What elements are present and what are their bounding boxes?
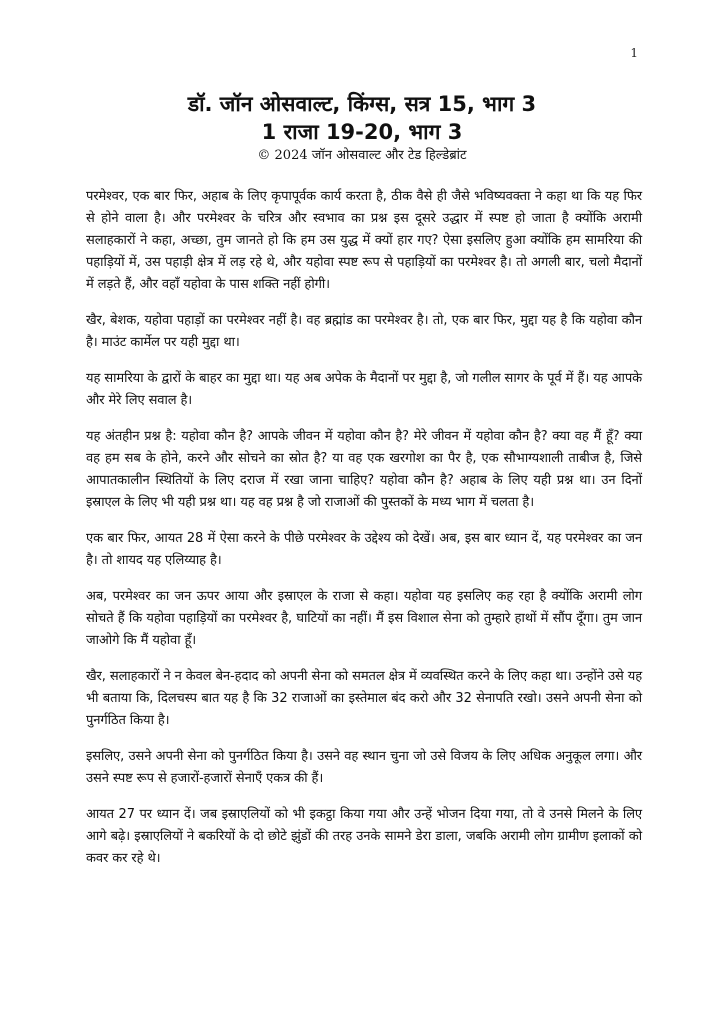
paragraph-6: अब, परमेश्वर का जन ऊपर आया और इस्राएल के राजा से कहा। यहोवा यह इसलिए कह रहा है क्योंकि अरामी लोग सोचते हैं कि यहोवा पहाड़ियों का परमेश्वर है, घाटियों का नहीं। मैं इस विशाल सेना को तुम्हारे हाथों में सौंप दूँगा। तुम जान जाओगे कि मैं यहोवा हूँ।	[86, 589, 642, 648]
paragraph-2: खैर, बेशक, यहोवा पहाड़ों का परमेश्वर नहीं है। वह ब्रह्मांड का परमेश्वर है। तो, एक बार फिर, मुद्दा यह है कि यहोवा कौन है। माउंट कार्मेल पर यही मुद्दा था।	[86, 313, 642, 350]
document-header	[0, 90, 724, 166]
paragraph-5: एक बार फिर, आयत 28 में ऐसा करने के पीछे परमेश्वर के उद्देश्य को देखें। अब, इस बार ध्यान दें, यह परमेश्वर का जन है। तो शायद यह एलिय्याह है।	[86, 531, 642, 568]
paragraph-7: खैर, सलाहकारों ने न केवल बेन-हदाद को अपनी सेना को समतल क्षेत्र में व्यवस्थित करने के लिए कहा था। उन्होंने उसे यह भी बताया कि, दिलचस्प बात यह है कि 32 राजाओं का इस्तेमाल बंद करो और 32 सेनापति रखो। उसने अपनी सेना को पुनर्गठित किया है।	[86, 669, 642, 728]
copyright-line: © 2024 जॉन ओसवाल्ट और टेड हिल्डेब्रांट	[257, 148, 467, 163]
paragraph-8: इसलिए, उसने अपनी सेना को पुनर्गठित किया है। उसने वह स्थान चुना जो उसे विजय के लिए अधिक अनुकूल लगा। और उसने स्पष्ट रूप से हजारों-हजारों सेनाएँ एकत्र की हैं।	[86, 749, 642, 786]
paragraph-4: यह अंतहीन प्रश्न है: यहोवा कौन है? आपके जीवन में यहोवा कौन है? मेरे जीवन में यहोवा कौन है? क्या वह मैं हूँ? क्या वह हम सब के होने, करने और सोचने का स्रोत है? या वह एक खरगोश का पैर है, एक सौभाग्यशाली ताबीज है, जिसे आपातकालीन स्थितियों के लिए दराज में रखा जाना चाहिए? यहोवा कौन है? अहाब के लिए यही प्रश्न था। उन दिनों इस्राएल के लिए भी यही प्रश्न था। यह वह प्रश्न है जो राजाओं की पुस्तकों के मध्य भाग में चलता है।	[86, 429, 642, 510]
page-number: 1	[630, 46, 638, 60]
paragraph-1: परमेश्वर, एक बार फिर, अहाब के लिए कृपापूर्वक कार्य करता है, ठीक वैसे ही जैसे भविष्यवक्ता ने कहा था कि यह फिर से होने वाला है। और परमेश्वर के चरित्र और स्वभाव का प्रश्न इस दूसरे उद्धार में स्पष्ट हो जाता है क्योंकि अरामी सलाहकारों ने कहा, अच्छा, तुम जानते हो कि हम उस युद्ध में क्यों हार गए? ऐसा इसलिए हुआ क्योंकि हम सामरिया की पहाड़ियों में, उस पहाड़ी क्षेत्र में लड़ रहे थे, और यहोवा स्पष्ट रूप से पहाड़ियों का परमेश्वर है। तो अगली बार, चलो मैदानों में लड़ते हैं, और वहाँ यहोवा के पास शक्ति नहीं होगी।	[86, 189, 642, 292]
document-subtitle: 1 राजा 19-20, भाग 3	[261, 120, 463, 144]
paragraph-3: यह सामरिया के द्वारों के बाहर का मुद्दा था। यह अब अपेक के मैदानों पर मुद्दा है, जो गलील सागर के पूर्व में हैं। यह आपके और मेरे लिए सवाल है।	[86, 371, 642, 408]
document-body	[86, 186, 642, 884]
document-title: डॉ. जॉन ओसवाल्ट, किंग्स, सत्र 15, भाग 3	[187, 92, 537, 116]
paragraph-9: आयत 27 पर ध्यान दें। जब इस्राएलियों को भी इकट्ठा किया गया और उन्हें भोजन दिया गया, तो वे उनसे मिलने के लिए आगे बढ़े। इस्राएलियों ने बकरियों के दो छोटे झुंडों की तरह उनके सामने डेरा डाला, जबकि अरामी लोग ग्रामीण इलाकों को कवर कर रहे थे।	[86, 807, 642, 866]
